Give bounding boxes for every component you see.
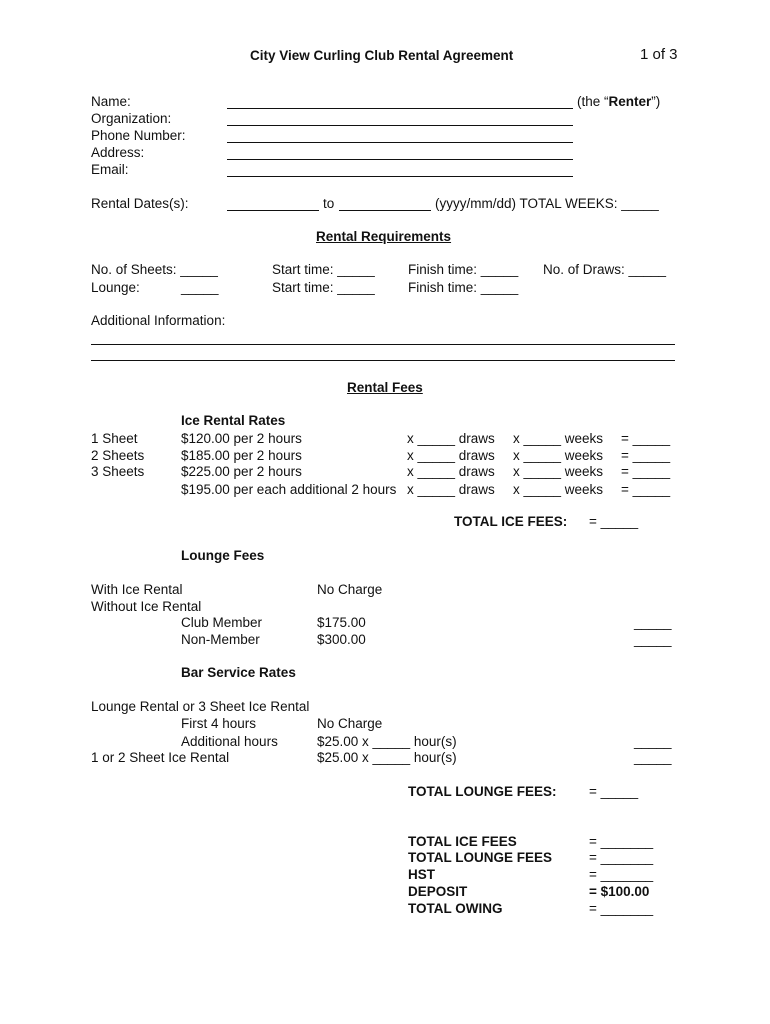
small-rental-blank: _____	[634, 750, 672, 765]
summary-value: = _______	[589, 901, 654, 916]
page-indicator: 1 of 3	[640, 46, 678, 63]
summary-value: = $100.00	[589, 884, 650, 899]
ice-row-weeks: x _____ weeks	[513, 482, 604, 497]
first-hours-value: No Charge	[317, 716, 383, 731]
lounge-label: Lounge:	[91, 280, 140, 295]
summary-value: = _______	[589, 867, 654, 882]
phone-field[interactable]	[227, 142, 573, 143]
ice-row-draws: x _____ draws	[407, 464, 495, 479]
email-label: Email:	[91, 162, 129, 177]
summary-value: = _______	[589, 834, 654, 849]
ice-row-weeks: x _____ weeks	[513, 431, 604, 446]
club-member-value: $175.00	[317, 615, 366, 630]
small-rental-value: $25.00 x _____ hour(s)	[317, 750, 457, 765]
ice-row-rate: $120.00 per 2 hours	[181, 431, 302, 446]
additional-info-line-1[interactable]	[91, 344, 675, 345]
rental-start-date-field[interactable]	[227, 210, 319, 211]
first-hours-label: First 4 hours	[181, 716, 257, 731]
additional-hours-blank: _____	[634, 734, 672, 749]
document-title: City View Curling Club Rental Agreement	[250, 48, 514, 63]
address-field[interactable]	[227, 159, 573, 160]
bar-service-rates-heading: Bar Service Rates	[181, 665, 296, 680]
summary-label: TOTAL OWING	[408, 901, 503, 916]
ice-row-weeks: x _____ weeks	[513, 464, 604, 479]
lounge-blank: _____	[181, 280, 219, 295]
address-label: Address:	[91, 145, 145, 160]
ice-row-weeks: x _____ weeks	[513, 448, 604, 463]
non-member-label: Non-Member	[181, 632, 260, 647]
ice-row-label: 2 Sheets	[91, 448, 145, 463]
ice-rental-rates-heading: Ice Rental Rates	[181, 413, 286, 428]
ice-row-total: = _____	[621, 464, 671, 479]
name-field[interactable]	[227, 108, 573, 109]
ice-row-draws: x _____ draws	[407, 482, 495, 497]
non-member-blank: _____	[634, 632, 672, 647]
ice-row-rate: $195.00 per each additional 2 hours	[181, 482, 397, 497]
summary-label: HST	[408, 867, 435, 882]
rental-dates-format-hint: (yyyy/mm/dd) TOTAL WEEKS: _____	[435, 196, 659, 211]
organization-label: Organization:	[91, 111, 172, 126]
summary-label: TOTAL LOUNGE FEES	[408, 850, 553, 865]
lounge-finish-time: Finish time: _____	[408, 280, 519, 295]
ice-row-draws: x _____ draws	[407, 431, 495, 446]
rental-fees-heading: Rental Fees	[347, 380, 423, 395]
name-label: Name:	[91, 94, 131, 109]
non-member-value: $300.00	[317, 632, 366, 647]
sheets-start-time: Start time: _____	[272, 262, 375, 277]
ice-row-rate: $225.00 per 2 hours	[181, 464, 302, 479]
ice-row-label: 1 Sheet	[91, 431, 138, 446]
ice-row-total: = _____	[621, 482, 671, 497]
draws-count-label: No. of Draws: _____	[543, 262, 667, 277]
total-lounge-fees-label: TOTAL LOUNGE FEES:	[408, 784, 557, 799]
club-member-label: Club Member	[181, 615, 263, 630]
ice-row-total: = _____	[621, 431, 671, 446]
lounge-start-time: Start time: _____	[272, 280, 375, 295]
sheets-finish-time: Finish time: _____	[408, 262, 519, 277]
summary-value: = _______	[589, 850, 654, 865]
with-ice-rental-value: No Charge	[317, 582, 383, 597]
total-ice-fees-label: TOTAL ICE FEES:	[454, 514, 568, 529]
additional-info-label: Additional Information:	[91, 313, 226, 328]
summary-label: TOTAL ICE FEES	[408, 834, 517, 849]
ice-row-total: = _____	[621, 448, 671, 463]
additional-hours-label: Additional hours	[181, 734, 278, 749]
small-rental-label: 1 or 2 Sheet Ice Rental	[91, 750, 230, 765]
with-ice-rental-label: With Ice Rental	[91, 582, 183, 597]
club-member-blank: _____	[634, 615, 672, 630]
total-lounge-fees-value: = _____	[589, 784, 639, 799]
summary-label: DEPOSIT	[408, 884, 468, 899]
ice-row-rate: $185.00 per 2 hours	[181, 448, 302, 463]
additional-info-line-2[interactable]	[91, 360, 675, 361]
phone-label: Phone Number:	[91, 128, 186, 143]
rental-dates-label: Rental Dates(s):	[91, 196, 189, 211]
rental-end-date-field[interactable]	[339, 210, 431, 211]
rental-requirements-heading: Rental Requirements	[316, 229, 452, 244]
renter-definition: (the “Renter”)	[577, 94, 661, 109]
bar-lounge-rental-label: Lounge Rental or 3 Sheet Ice Rental	[91, 699, 310, 714]
without-ice-rental-label: Without Ice Rental	[91, 599, 202, 614]
ice-row-draws: x _____ draws	[407, 448, 495, 463]
lounge-fees-heading: Lounge Fees	[181, 548, 265, 563]
ice-row-label: 3 Sheets	[91, 464, 145, 479]
total-ice-fees-value: = _____	[589, 514, 639, 529]
additional-hours-value: $25.00 x _____ hour(s)	[317, 734, 457, 749]
email-field[interactable]	[227, 176, 573, 177]
rental-dates-to: to	[323, 196, 335, 211]
organization-field[interactable]	[227, 125, 573, 126]
sheets-count-label: No. of Sheets: _____	[91, 262, 218, 277]
